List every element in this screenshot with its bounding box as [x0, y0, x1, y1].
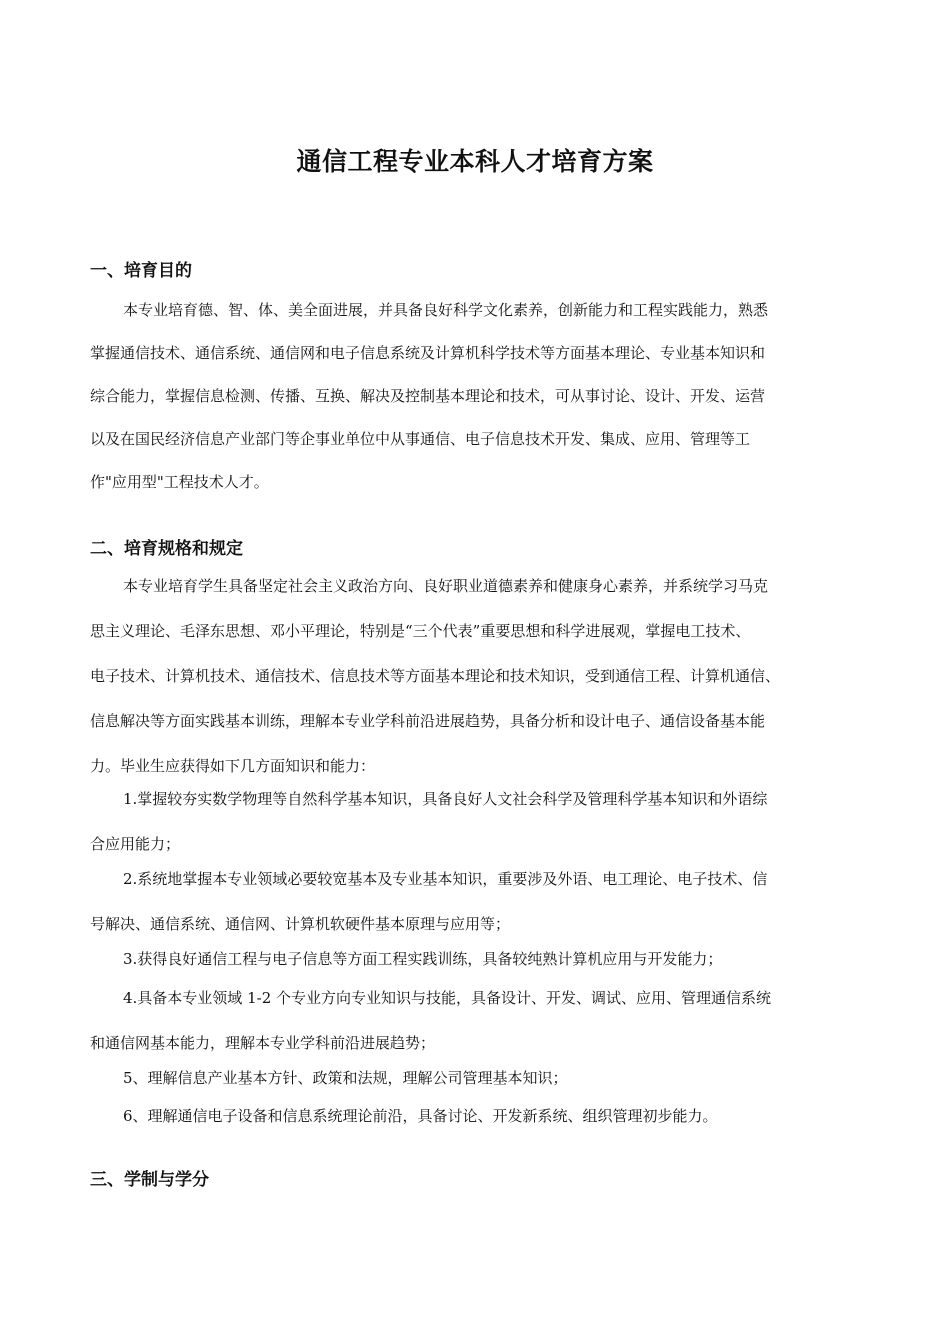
paragraph-line: 掌握通信技术、通信系统、通信网和电子信息系统及计算机科学技术等方面基本理论、专业基本知识和	[90, 344, 766, 362]
list-item-line: 和通信网基本能力，理解本专业学科前沿进展趋势；	[90, 1034, 436, 1052]
paragraph-line: 信息解决等方面实践基本训练，理解本专业学科前沿进展趋势，具备分析和设计电子、通信设备基本能	[90, 712, 766, 730]
list-item	[90, 1064, 860, 1093]
list-item-line: 4.具备本专业领域 1-2 个专业方向专业知识与技能，具备设计、开发、调试、应用、管理通信系统	[123, 989, 772, 1007]
paragraph-line: 本专业培育德、智、体、美全面进展，并具备良好科学文化素养，创新能力和工程实践能力，熟悉	[123, 301, 769, 319]
list-item	[90, 984, 860, 1058]
list-item-line: 6、理解通信电子设备和信息系统理论前沿，具备讨论、开发新系统、组织管理初步能力。	[123, 1107, 718, 1125]
section-heading-requirements: 二、培育规格和规定	[90, 539, 243, 559]
list-item-line: 2.系统地掌握本专业领域必要较宽基本及专业基本知识，重要涉及外语、电工理论、电子技术、信	[123, 870, 768, 888]
paragraph-line: 力。毕业生应获得如下几方面知识和能力：	[90, 757, 376, 775]
list-item	[90, 945, 860, 974]
list-item	[90, 865, 860, 939]
paragraph-line: 以及在国民经济信息产业部门等企事业单位中从事通信、电子信息技术开发、集成、应用、管理等工	[90, 430, 751, 448]
list-item-line: 1.掌握较夯实数学物理等自然科学基本知识，具备良好人文社会科学及管理科学基本知识和外语综	[123, 790, 768, 808]
list-item-line: 合应用能力；	[90, 835, 181, 853]
list-item-line: 5、理解信息产业基本方针、政策和法规，理解公司管理基本知识；	[123, 1069, 568, 1087]
list-item-line: 号解决、通信系统、通信网、计算机软硬件基本原理与应用等；	[90, 915, 511, 933]
paragraph-line: 作"应用型"工程技术人才。	[90, 473, 269, 491]
list-item	[90, 785, 860, 859]
paragraph-line: 电子技术、计算机技术、通信技术、信息技术等方面基本理论和技术知识，受到通信工程、计算机通信、	[90, 667, 781, 685]
document-title: 通信工程专业本科人才培育方案	[296, 147, 654, 176]
list-item	[90, 1102, 860, 1131]
section-paragraph-objectives	[90, 296, 860, 497]
section-paragraph-requirements	[90, 572, 860, 781]
section-heading-objectives: 一、培育目的	[90, 261, 192, 281]
paragraph-line: 思主义理论、毛泽东思想、邓小平理论，特别是“三个代表”重要思想和科学进展观，掌握电工技术、	[90, 622, 751, 640]
section-heading-duration-credits: 三、学制与学分	[90, 1170, 209, 1190]
list-item-line: 3.获得良好通信工程与电子信息等方面工程实践训练，具备较纯熟计算机应用与开发能力；	[123, 950, 723, 968]
paragraph-line: 本专业培育学生具备坚定社会主义政治方向、良好职业道德素养和健康身心素养，并系统学习马克	[123, 577, 769, 595]
paragraph-line: 综合能力，掌握信息检测、传播、互换、解决及控制基本理论和技术，可从事讨论、设计、开发、运营	[90, 387, 766, 405]
